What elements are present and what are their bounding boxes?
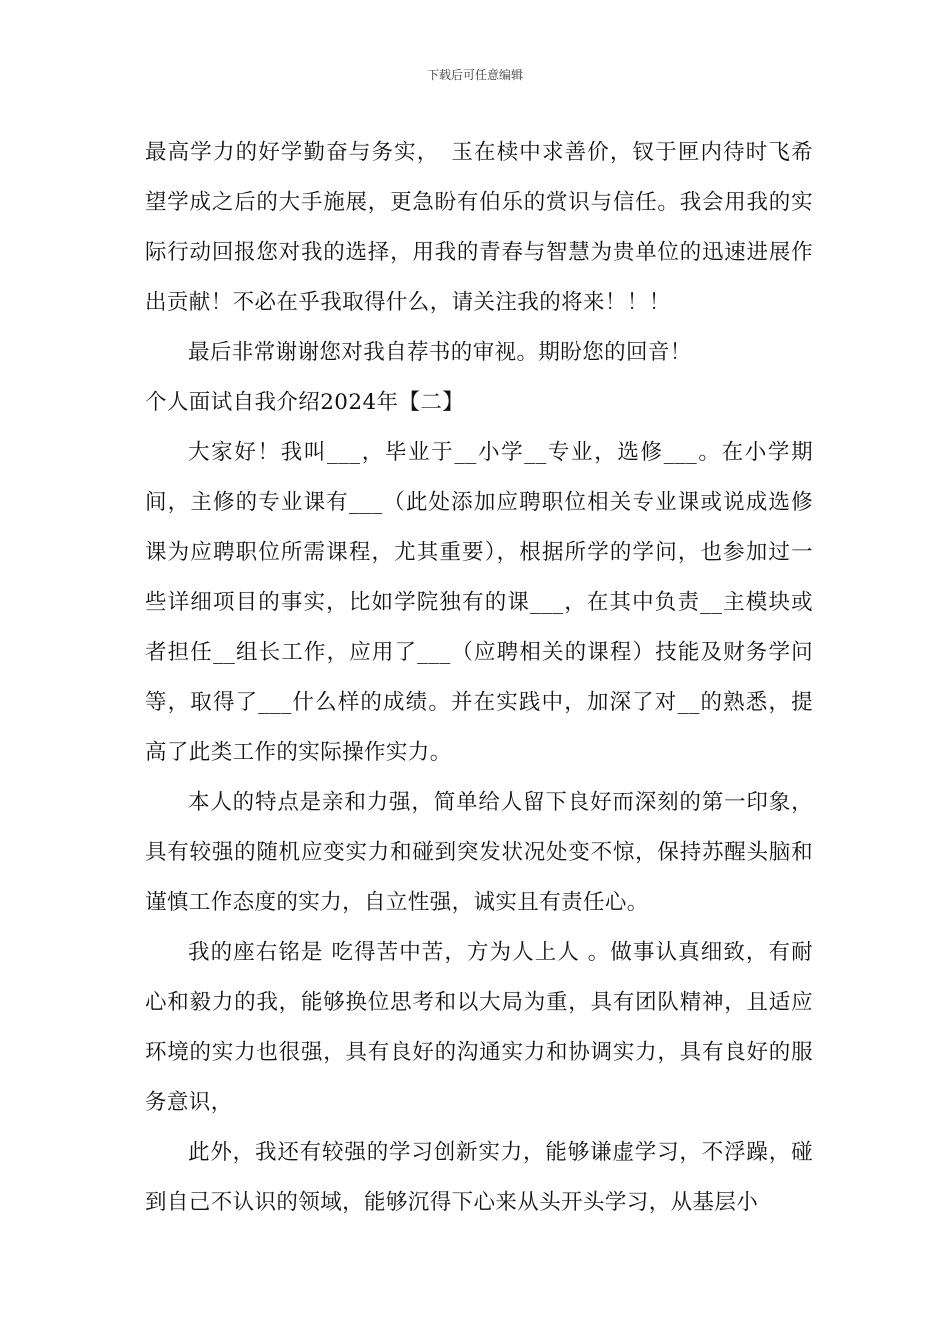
page-header: 下载后可任意编辑 <box>426 68 523 82</box>
section-heading: 个人面试自我介绍2024年【二】 <box>145 390 465 415</box>
paragraph: 此外，我还有较强的学习创新实力，能够谦虚学习，不浮躁，碰到自己不认识的领域，能够沉得下心来从头开头学习，从基层小 <box>145 1140 813 1215</box>
paragraph: 最高学力的好学勤奋与务实， 玉在椟中求善价，钗于匣内待时飞希望学成之后的大手施展，更急盼有伯乐的赏识与信任。我会用我的实际行动回报您对我的选择，用我的青春与智慧为贵单位的迅速进展作出贡献！不必在乎我取得什么，请关注我的将来！！！ <box>145 140 813 315</box>
paragraph: 我的座右铭是 吃得苦中苦，方为人上人 。做事认真细致，有耐心和毅力的我，能够换位思考和以大局为重，具有团队精神，且适应环境的实力也很强，具有良好的沟通实力和协调实力，具有良好的服务意识， <box>145 940 813 1115</box>
paragraph: 本人的特点是亲和力强，简单给人留下良好而深刻的第一印象，具有较强的随机应变实力和碰到突发状况处变不惊，保持苏醒头脑和谨慎工作态度的实力，自立性强，诚实且有责任心。 <box>145 790 813 915</box>
document-body <box>145 128 813 1228</box>
paragraph: 大家好！我叫___，毕业于__小学__专业，选修___。在小学期间，主修的专业课有___（此处添加应聘职位相关专业课或说成选修课为应聘职位所需课程，尤其重要），根据所学的学问，也参加过一些详细项目的事实，比如学院独有的课___，在其中负责__主模块或者担任__组长工作，应用了___（应聘相关的课程）技能及财务学问等，取得了___什么样的成绩。并在实践中，加深了对__的熟悉，提高了此类工作的实际操作实力。 <box>145 440 813 765</box>
paragraph: 最后非常谢谢您对我自荐书的审视。期盼您的回音！ <box>188 340 692 365</box>
